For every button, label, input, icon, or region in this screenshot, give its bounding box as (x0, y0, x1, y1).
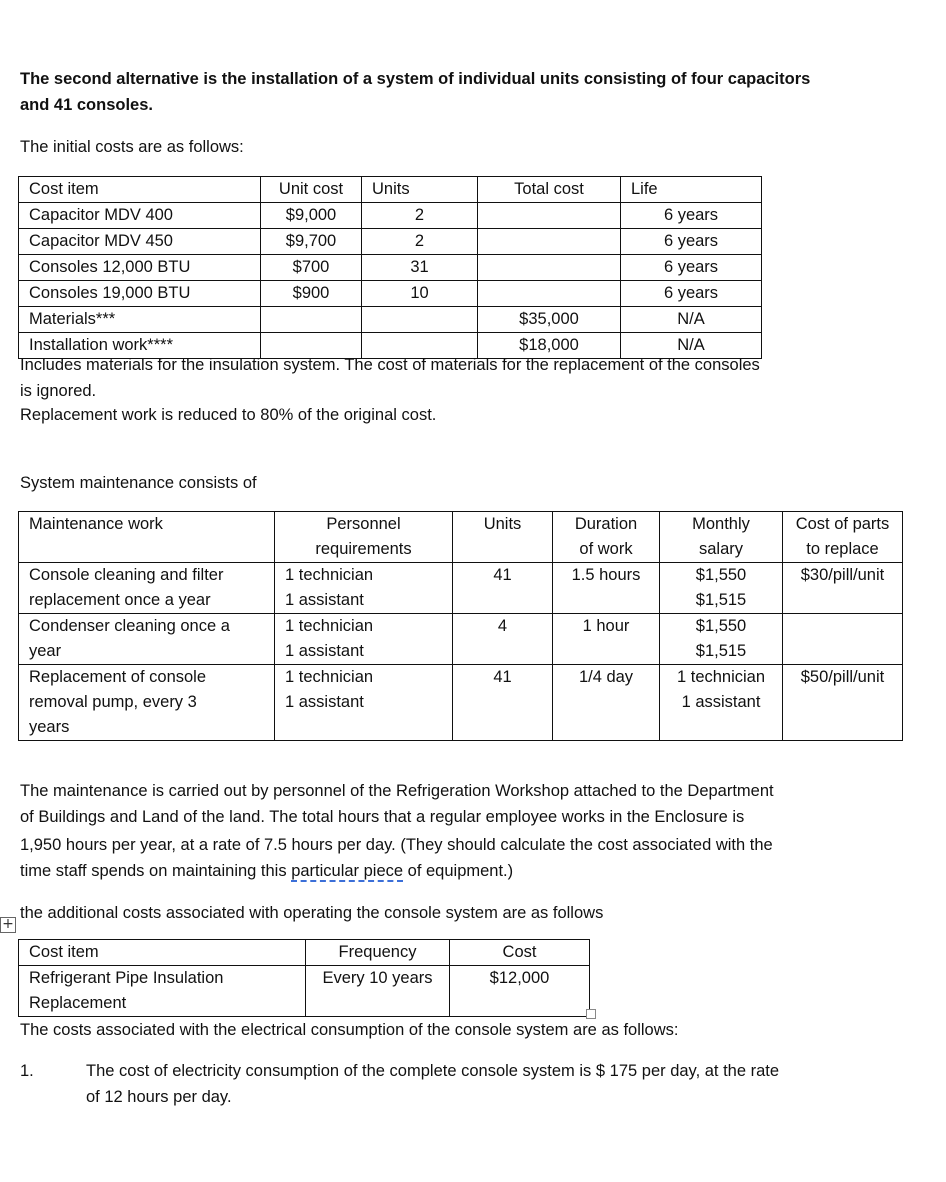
cell-line: replacement once a year (29, 591, 211, 609)
note-line-3: Replacement work is reduced to 80% of the original cost. (20, 406, 437, 424)
additional-heading: the additional costs associated with operating the console system are as follows (20, 904, 604, 922)
initial-cost-table (18, 176, 762, 359)
life: 6 years (621, 229, 762, 255)
life: 6 years (621, 281, 762, 307)
header-line: Cost of parts (795, 515, 890, 533)
header-cell: Life (621, 177, 762, 203)
table-row (19, 255, 762, 281)
note-line-1: Includes materials for the insulation system. The cost of materials for the replacement of the consoles (20, 356, 760, 374)
units: 2 (362, 229, 478, 255)
header-cell: Cost item (19, 940, 306, 966)
units (362, 307, 478, 333)
header-line: of work (579, 540, 633, 558)
text-span: of equipment.) (403, 862, 514, 880)
cell-line: removal pump, every 3 (29, 693, 197, 711)
header-line: Monthly (692, 515, 750, 533)
additional-cost-table (18, 939, 590, 1017)
cell-line: 1 technician (285, 566, 374, 584)
note-line-2: is ignored. (20, 382, 97, 400)
cell-line: 1 assistant (681, 693, 761, 711)
header-cell (660, 512, 783, 563)
move-handle-icon[interactable]: + (0, 917, 16, 933)
units: 31 (362, 255, 478, 281)
salary (660, 665, 783, 741)
unit-cost (261, 307, 362, 333)
header-line: to replace (806, 540, 879, 558)
cell-line: $1,550 (695, 617, 747, 635)
list-item-line-1: The cost of electricity consumption of the complete console system is $ 175 per day, at the rate (86, 1062, 780, 1080)
maintenance-work (19, 563, 275, 614)
cell-line: 1 assistant (285, 642, 364, 660)
table-row (19, 563, 903, 614)
cost-item: Materials*** (19, 307, 261, 333)
cell-line: years (29, 718, 70, 736)
cell-line: Replacement (29, 994, 127, 1012)
workshop-line-3: 1,950 hours per year, at a rate of 7.5 hours per day. (They should calculate the cost associated with the (20, 836, 773, 854)
duration: 1.5 hours (553, 563, 660, 614)
header-cell: Maintenance work (19, 512, 275, 563)
total-cost (478, 255, 621, 281)
header-cell: Total cost (478, 177, 621, 203)
header-cell (553, 512, 660, 563)
table-header-row (19, 512, 903, 563)
cell-line: year (29, 642, 62, 660)
personnel (275, 665, 453, 741)
table-row (19, 665, 903, 741)
cell-line: Refrigerant Pipe Insulation (29, 969, 224, 987)
total-cost: $18,000 (478, 333, 621, 359)
header-cell: Unit cost (261, 177, 362, 203)
unit-cost: $900 (261, 281, 362, 307)
table-row (19, 307, 762, 333)
table-row (19, 229, 762, 255)
header-cell: Cost item (19, 177, 261, 203)
salary (660, 563, 783, 614)
header-cell: Cost (450, 940, 590, 966)
cost-item (19, 966, 306, 1017)
cell-line: Console cleaning and filter (29, 566, 224, 584)
total-cost (478, 229, 621, 255)
personnel (275, 563, 453, 614)
cost-item: Capacitor MDV 400 (19, 203, 261, 229)
cell-line: 1 assistant (285, 693, 364, 711)
life: N/A (621, 333, 762, 359)
units: 10 (362, 281, 478, 307)
life: N/A (621, 307, 762, 333)
table-header-row (19, 940, 590, 966)
text-span: time staff spends on maintaining this (20, 862, 292, 880)
table-row (19, 281, 762, 307)
cell-line: 1 technician (285, 668, 374, 686)
workshop-line-2: of Buildings and Land of the land. The total hours that a regular employee works in the Enclosure is (20, 808, 745, 826)
maintenance-work (19, 614, 275, 665)
cost-item: Consoles 12,000 BTU (19, 255, 261, 281)
electrical-heading: The costs associated with the electrical consumption of the console system are as follows: (20, 1021, 679, 1039)
table-row (19, 966, 590, 1017)
parts-cost: $50/pill/unit (783, 665, 903, 741)
intro-line-1: The second alternative is the installation of a system of individual units consisting of four capacitors (20, 70, 811, 88)
cell-line: Condenser cleaning once a (29, 617, 230, 635)
header-line: requirements (315, 540, 412, 558)
table-row (19, 203, 762, 229)
maintenance-table (18, 511, 903, 741)
initial-costs-heading: The initial costs are as follows: (20, 138, 244, 156)
duration: 1 hour (553, 614, 660, 665)
header-cell: Units (453, 512, 553, 563)
list-item-line-2: of 12 hours per day. (86, 1088, 232, 1106)
workshop-line-4 (20, 858, 513, 884)
cost-item: Capacitor MDV 450 (19, 229, 261, 255)
header-cell: Frequency (306, 940, 450, 966)
maintenance-work (19, 665, 275, 741)
spellcheck-underlined-text[interactable]: particular piece (291, 862, 404, 880)
unit-cost: $700 (261, 255, 362, 281)
cell-line: 1 assistant (285, 591, 364, 609)
salary (660, 614, 783, 665)
cost: $12,000 (450, 966, 590, 1017)
cell-line: 1 technician (285, 617, 374, 635)
header-line: salary (698, 540, 743, 558)
unit-cost: $9,700 (261, 229, 362, 255)
unit-cost: $9,000 (261, 203, 362, 229)
frequency: Every 10 years (306, 966, 450, 1017)
cost-item: Installation work**** (19, 333, 261, 359)
units: 41 (453, 665, 553, 741)
list-number: 1. (20, 1062, 34, 1080)
intro-line-2: and 41 consoles. (20, 96, 153, 114)
workshop-line-1: The maintenance is carried out by personnel of the Refrigeration Workshop attached to the Department (20, 782, 774, 800)
cell-line: $1,515 (695, 642, 747, 660)
cell-line: $1,515 (695, 591, 747, 609)
cell-line: Replacement of console (29, 668, 207, 686)
units: 2 (362, 203, 478, 229)
total-cost (478, 203, 621, 229)
life: 6 years (621, 255, 762, 281)
life: 6 years (621, 203, 762, 229)
personnel (275, 614, 453, 665)
table-header-row (19, 177, 762, 203)
cell-line: $1,550 (695, 566, 747, 584)
cost-item: Consoles 19,000 BTU (19, 281, 261, 307)
parts-cost: $30/pill/unit (783, 563, 903, 614)
total-cost: $35,000 (478, 307, 621, 333)
maintenance-heading: System maintenance consists of (20, 474, 257, 492)
cell-line: 1 technician (676, 668, 766, 686)
header-cell (783, 512, 903, 563)
duration: 1/4 day (553, 665, 660, 741)
units: 41 (453, 563, 553, 614)
units: 4 (453, 614, 553, 665)
header-cell: Units (362, 177, 478, 203)
table-row (19, 614, 903, 665)
total-cost (478, 281, 621, 307)
parts-cost (783, 614, 903, 665)
header-line: Duration (574, 515, 638, 533)
header-line: Personnel (326, 515, 401, 533)
header-cell (275, 512, 453, 563)
